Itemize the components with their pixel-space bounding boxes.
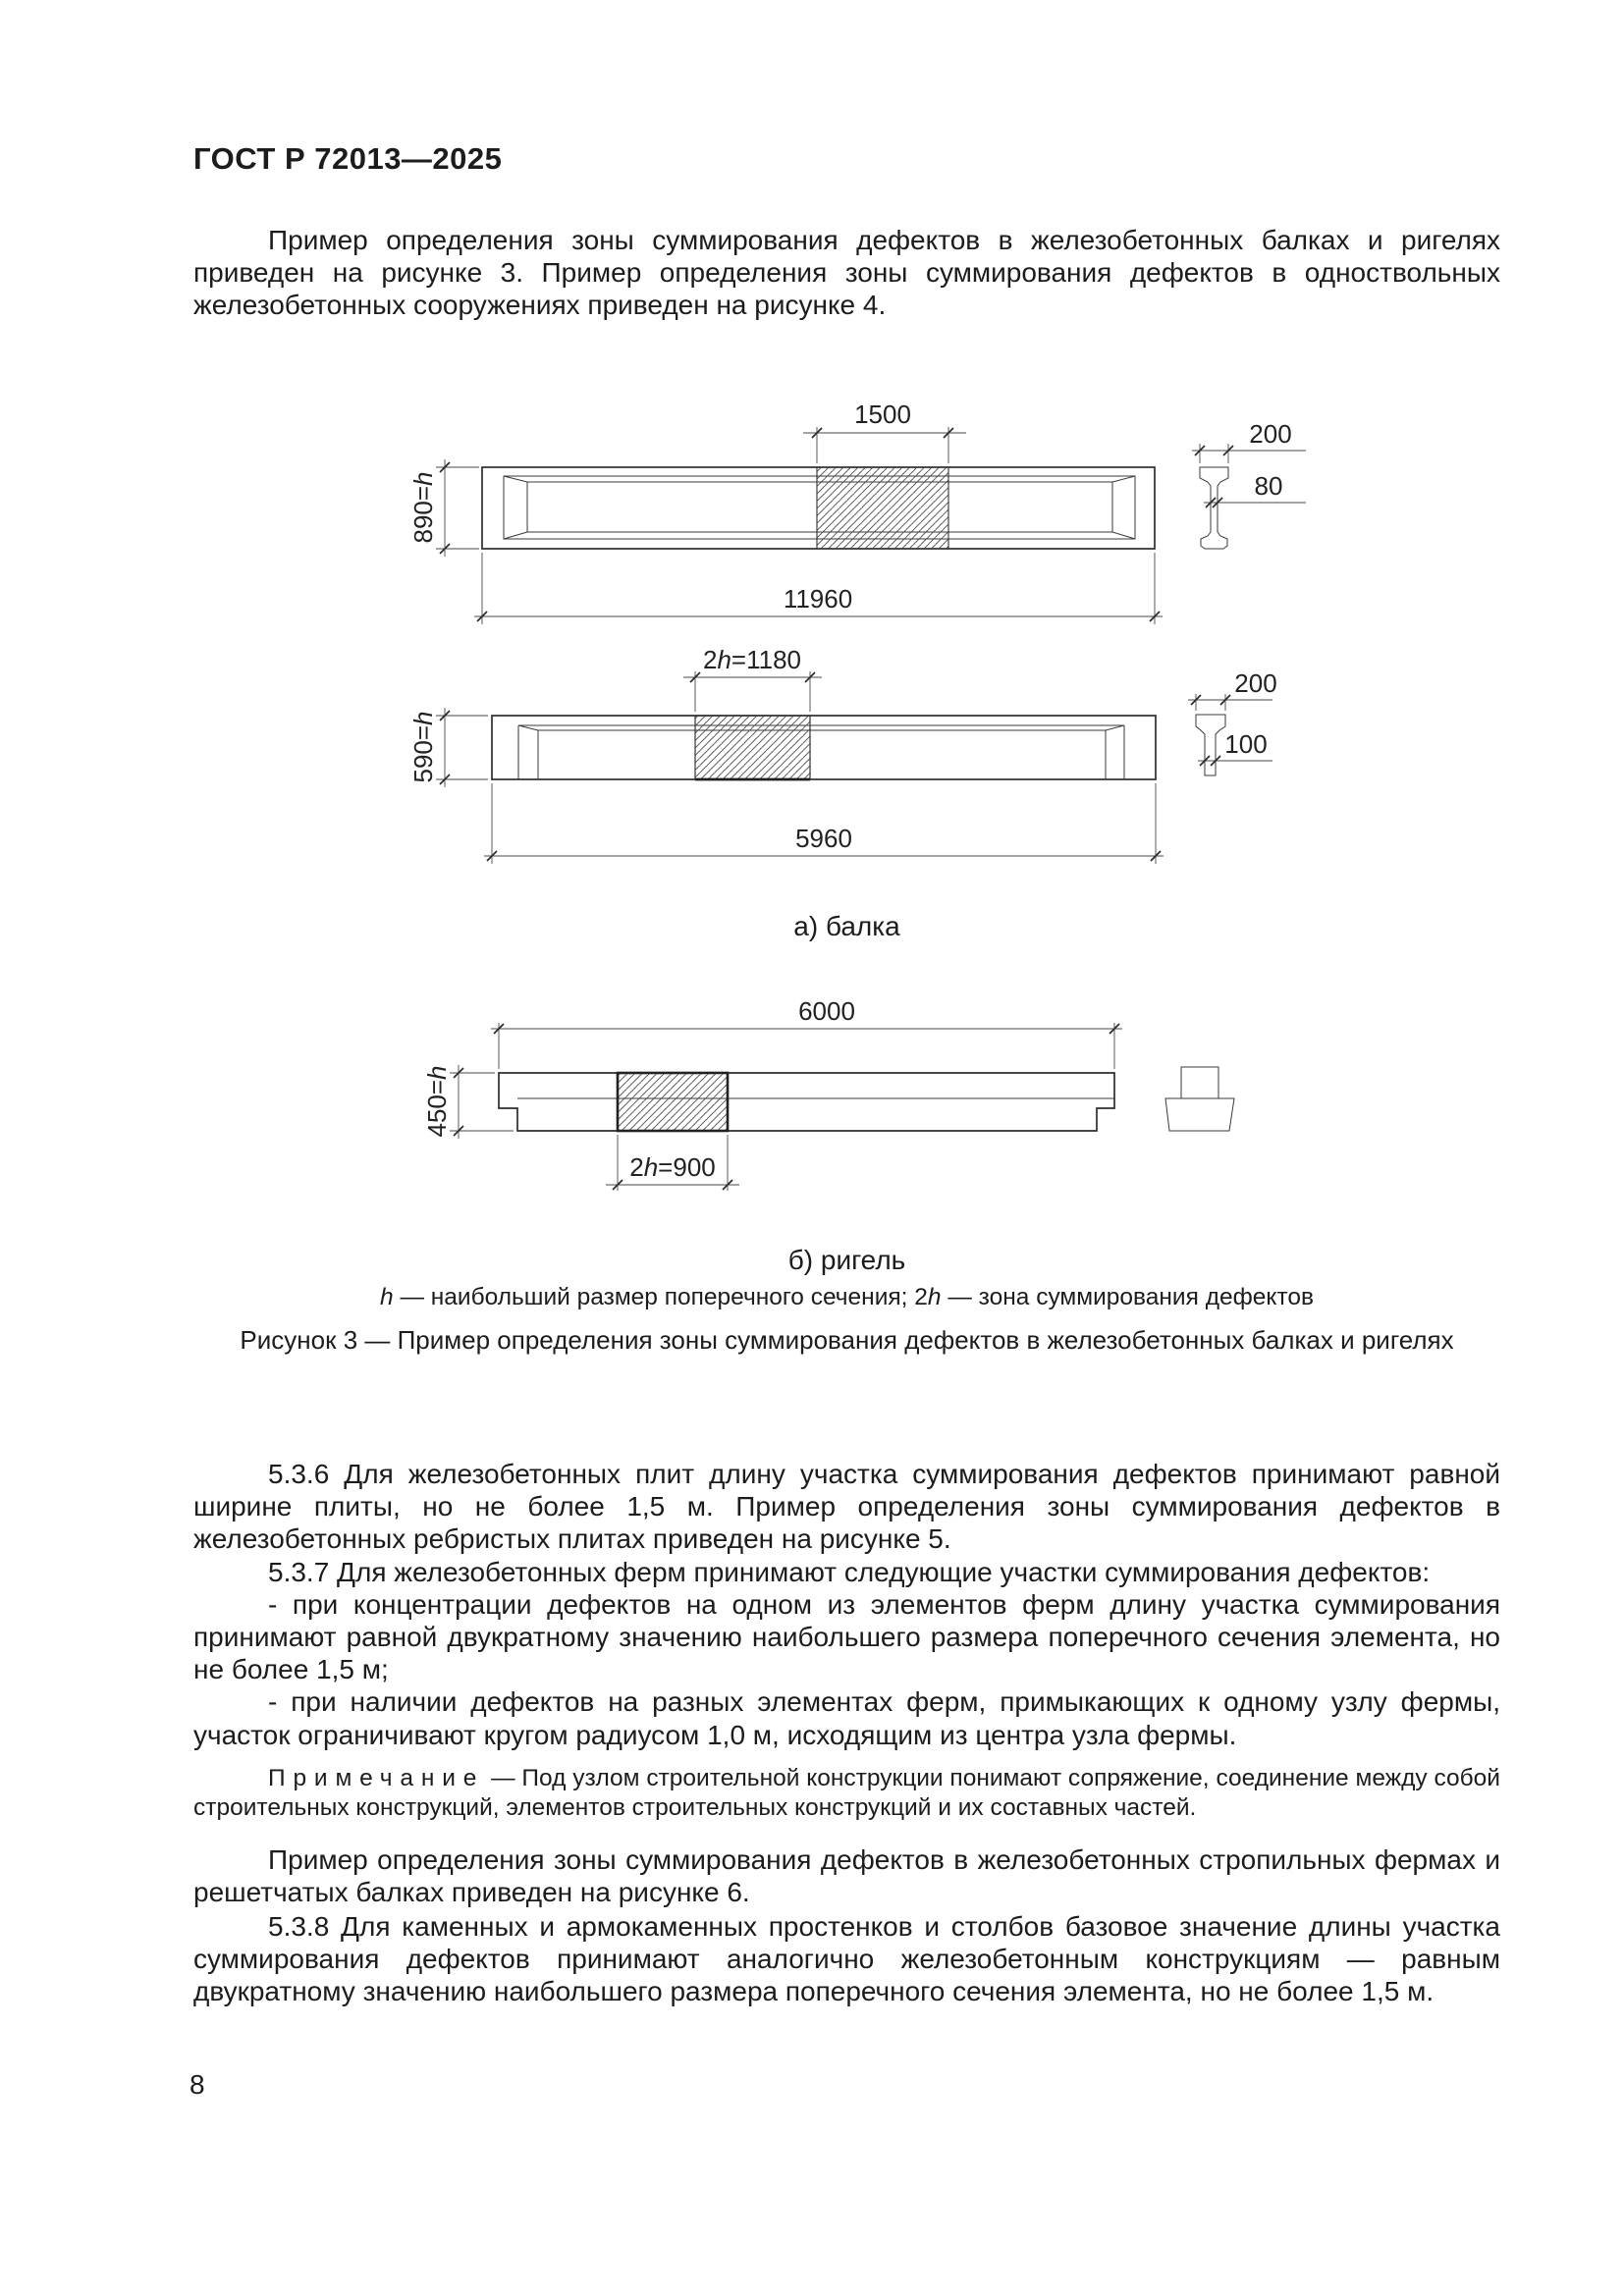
note-label: Примечание (268, 1765, 485, 1791)
footnote-2h: h (927, 1284, 942, 1310)
section-538 (193, 1910, 1500, 2008)
caption-a: а) балка (793, 911, 900, 941)
figure6-reference (193, 1843, 1500, 1908)
defect-summation-zone-a1 (817, 467, 948, 549)
note-body: — Под узлом строительной конструкции понимают сопряжение, соединение между собой строительных конструкций, элементов строительных конструкций и их составных частей. (193, 1765, 1500, 1822)
dim-height-b: 450=h (422, 1065, 452, 1138)
paragraph-537-bullet-1: - при концентрации дефектов на одном из элементов ферм длину участка суммирования принимают равной двукратному значению наибольшего размера поперечного сечения элемента, но не более 1,5 м; (193, 1588, 1500, 1685)
beam-a1-cross-section (1192, 419, 1306, 549)
intro-paragraph (193, 224, 1500, 322)
beam-a2-cross-section (1188, 668, 1277, 775)
footnote-text-1: — наибольший размер поперечного сечения; 2 (393, 1284, 928, 1310)
beam-a1-elevation (408, 400, 1163, 624)
dim-sec-width-a2: 200 (1234, 668, 1277, 698)
defect-summation-zone-a2 (695, 716, 810, 779)
paragraph-text: Пример определения зоны суммирования дефектов в железобетонных балках и ригелях приведен на рисунке 3. Пример определения зоны суммирования дефектов в одноствольных железобетонных сооружениях приведен на рисунке 4. (193, 225, 1500, 321)
footnote-text-2: — зона суммирования дефектов (941, 1284, 1314, 1310)
note-paragraph (193, 1764, 1500, 1824)
dim-zone-a2: 2h=1180 (702, 645, 802, 674)
dim-zone-b: 2h=900 (629, 1152, 716, 1182)
paragraph-fig-ref: Пример определения зоны суммирования дефектов в железобетонных стропильных фермах и решетчатых балках приведен на рисунке 6. (193, 1844, 1500, 1908)
dim-height-a2: 590=h (408, 711, 438, 783)
dim-height-a1: 890=h (408, 471, 438, 544)
dim-length-a2: 5960 (795, 824, 852, 853)
defect-summation-zone-b (618, 1073, 728, 1131)
figure-footnote (193, 1284, 1500, 1311)
beam-b-cross-section (1165, 1067, 1234, 1131)
dim-zone-a1: 1500 (854, 400, 911, 429)
footnote-h: h (380, 1284, 394, 1310)
dim-sec-web-a2: 100 (1224, 729, 1268, 759)
paragraph-537: 5.3.7 Для железобетонных ферм принимают следующие участки суммирования дефектов: (268, 1556, 1431, 1587)
dim-sec-web-a1: 80 (1254, 471, 1283, 501)
caption-b: б) ригель (787, 1245, 906, 1275)
paragraph-537-bullet-2: - при наличии дефектов на разных элементах ферм, примыкающих к одному узлу фермы, участок ограничивают кругом радиусом 1,0 м, исходящим из центра узла фермы. (193, 1686, 1500, 1750)
beam-b-elevation (422, 996, 1122, 1191)
dim-sec-width-a1: 200 (1249, 419, 1292, 449)
figure-title: Рисунок 3 — Пример определения зоны суммирования дефектов в железобетонных балках и ригелях (240, 1325, 1454, 1355)
document-number-header: ГОСТ Р 72013—2025 (193, 141, 503, 176)
dim-length-b: 6000 (798, 996, 855, 1026)
beam-a2-elevation (408, 645, 1164, 864)
dim-length-a1: 11960 (783, 584, 853, 614)
section-536-537 (193, 1458, 1500, 1751)
paragraph-536: 5.3.6 Для железобетонных плит длину участка суммирования дефектов принимают равной ширине плиты, но не более 1,5 м. Пример определения зоны суммирования дефектов в железобетонных ребристых плитах приведен на рисунке 5. (193, 1459, 1500, 1555)
page-number: 8 (189, 2069, 205, 2100)
paragraph-538: 5.3.8 Для каменных и армокаменных простенков и столбов базовое значение длины участка суммирования дефектов принимают аналогично железобетонным конструкциям — равным двукратному значению наибольшего размера поперечного сечения элемента, но не более 1,5 м. (193, 1911, 1500, 2007)
